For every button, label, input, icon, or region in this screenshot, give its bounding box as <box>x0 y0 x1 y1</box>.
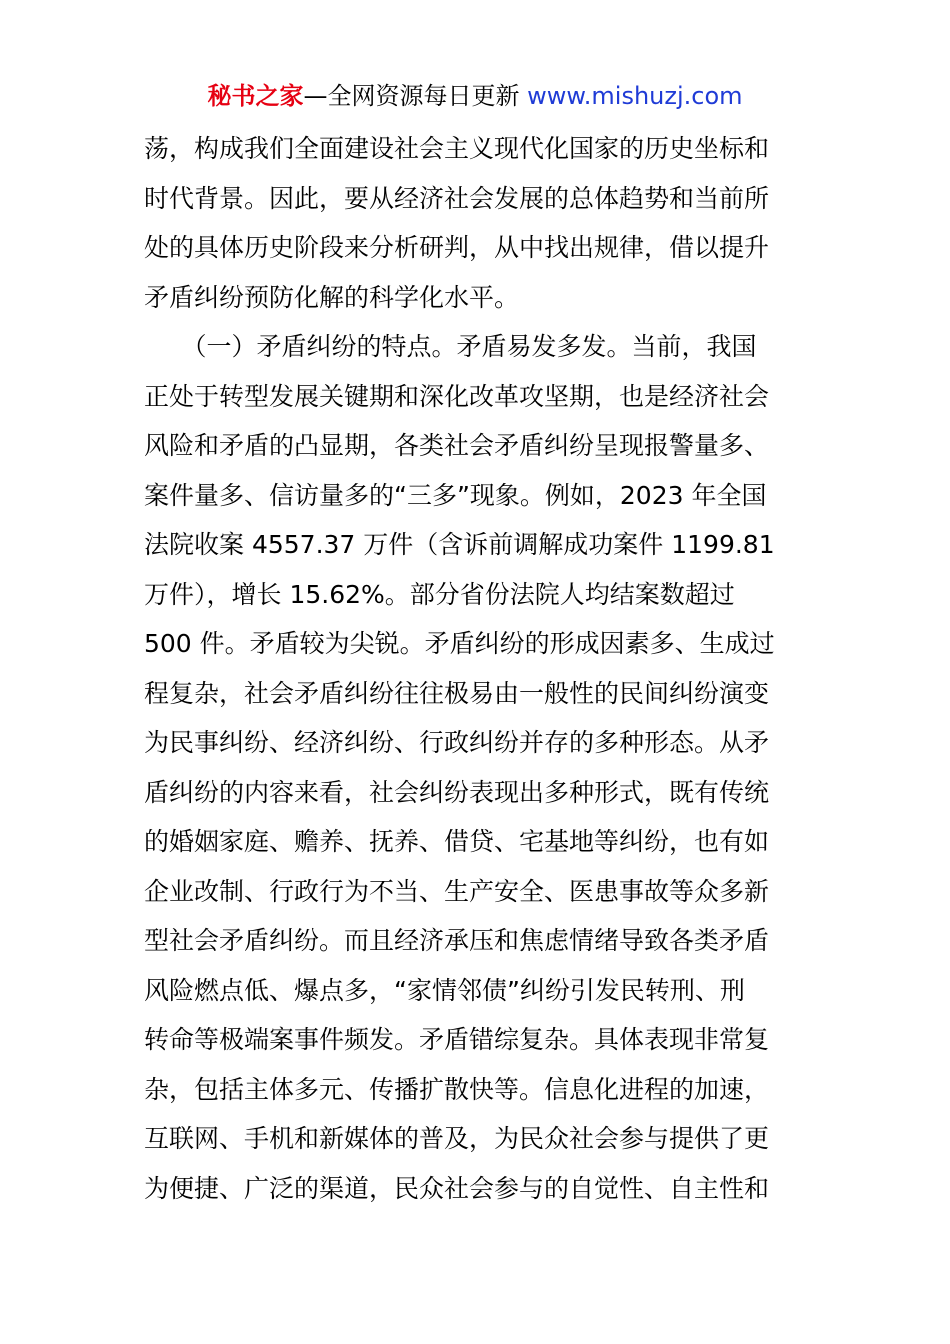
text-line: 矛盾纠纷预防化解的科学化水平。 <box>144 282 520 312</box>
text-line: 为民事纠纷、经济纠纷、行政纠纷并存的多种形态。从矛 <box>144 728 770 757</box>
text-line: 为便捷、广泛的渠道，民众社会参与的自觉性、自主性和 <box>144 1173 770 1203</box>
text-line: 型社会矛盾纠纷。而且经济承压和焦虑情绪导致各类矛盾 <box>144 926 770 955</box>
text-line: 风险燃点低、爆点多，“家情邻债”纠纷引发民转刑、刑 <box>144 975 745 1005</box>
text-line: 法院收案 4557.37 万件（含诉前调解成功案件 1199.81 <box>144 530 775 559</box>
text-line: 万件），增长 15.62%。部分省份法院人均结案数超过 <box>144 579 735 609</box>
text-line: 盾纠纷的内容来看，社会纠纷表现出多种形式，既有传统 <box>144 777 770 807</box>
site-url-link[interactable]: www.mishuzj.com <box>519 82 743 110</box>
text-line: 案件量多、信访量多的“三多”现象。例如，2023 年全国 <box>144 480 767 510</box>
text-line: 时代背景。因此，要从经济社会发展的总体趋势和当前所 <box>144 183 770 213</box>
text-line: 的婚姻家庭、赡养、抚养、借贷、宅基地等纠纷，也有如 <box>144 827 770 856</box>
text-line: 程复杂，社会矛盾纠纷往往极易由一般性的民间纠纷演变 <box>144 678 770 708</box>
text-line: 正处于转型发展关键期和深化改革攻坚期，也是经济社会 <box>144 381 770 411</box>
text-line: 500 件。矛盾较为尖锐。矛盾纠纷的形成因素多、生成过 <box>144 629 775 658</box>
document-body <box>144 124 814 1213</box>
text-line: 风险和矛盾的凸显期，各类社会矛盾纠纷呈现报警量多、 <box>144 431 770 460</box>
text-line: 处的具体历史阶段来分析研判，从中找出规律，借以提升 <box>144 233 770 262</box>
page-header <box>0 80 950 112</box>
text-line: 企业改制、行政行为不当、生产安全、医患事故等众多新 <box>144 876 770 906</box>
text-line: （一）矛盾纠纷的特点。矛盾易发多发。当前，我国 <box>144 332 757 361</box>
text-line: 转命等极端案事件频发。矛盾错综复杂。具体表现非常复 <box>144 1025 770 1054</box>
text-line: 杂，包括主体多元、传播扩散快等。信息化进程的加速， <box>144 1074 770 1104</box>
text-line: 荡，构成我们全面建设社会主义现代化国家的历史坐标和 <box>144 134 770 163</box>
text-line: 互联网、手机和新媒体的普及，为民众社会参与提供了更 <box>144 1124 770 1153</box>
brand-name: 秘书之家 <box>207 82 304 110</box>
header-tagline: —全网资源每日更新 <box>303 82 520 110</box>
